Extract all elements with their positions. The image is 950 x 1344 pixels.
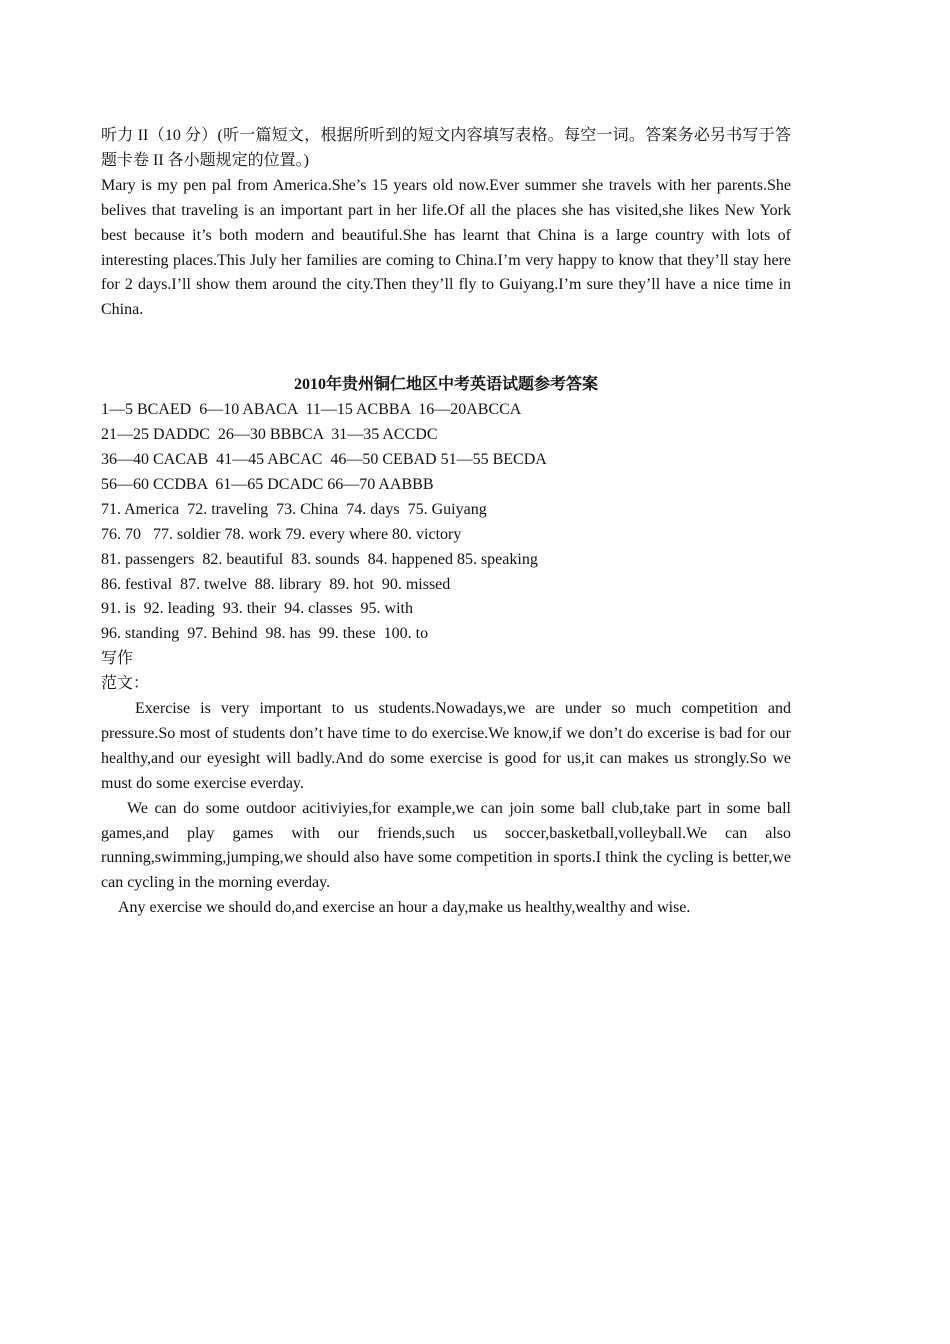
answer-line: 86. festival 87. twelve 88. library 89. hot 90. missed	[101, 575, 451, 593]
answer-key-title: 2010年贵州铜仁地区中考英语试题参考答案	[293, 376, 598, 394]
section-gap	[101, 323, 791, 373]
listening-instruction: 听力 II（10 分）(听一篇短文，根据所听到的短文内容填写表格。每空一词。答案务必另书写于答题卡卷 II 各小题规定的位置。)	[101, 127, 791, 169]
writing-heading: 写作	[101, 650, 134, 668]
answer-line: 76. 70 77. soldier 78. work 79. every where 80. victory	[101, 525, 462, 543]
essay-paragraph: Exercise is very important to us students.Nowadays,we are under so much competition and pressure.So most of students don’t have time to do exercise.We know,if we don’t do excerise is bad for our healthy,and our eyesight will badly.And do some exercise is good for us,it can makes us strongly.So we must do some exercise everday.	[101, 700, 791, 792]
answer-line: 71. America 72. traveling 73. China 74. days 75. Guiyang	[101, 500, 487, 518]
answer-line: 81. passengers 82. beautiful 83. sounds 84. happened 85. speaking	[101, 550, 538, 568]
answer-line: 1—5 BCAED 6—10 ABACA 11—15 ACBBA 16—20ABCCA	[101, 401, 522, 419]
essay-paragraph: Any exercise we should do,and exercise an hour a day,make us healthy,wealthy and wise.	[118, 899, 691, 917]
document-page	[101, 124, 791, 921]
answer-line: 96. standing 97. Behind 98. has 99. these 100. to	[101, 625, 429, 643]
listening-passage: Mary is my pen pal from America.She’s 15 years old now.Ever summer she travels with her parents.She belives that traveling is an important part in her life.Of all the places she has visited,she likes New York best because it’s both modern and beautiful.She has learnt that China is a large country with lots of interesting places.This July her families are coming to China.I’m very happy to know that they’ll stay here for 2 days.I’ll show them around the city.Then they’ll fly to Guiyang.I’m sure they’ll have a nice time in China.	[101, 176, 791, 319]
essay-paragraph: We can do some outdoor acitiviyies,for example,we can join some ball club,take part in some ball games,and play games with our friends,such us soccer,basketball,volleyball.We can also running,swimming,jumping,we should also have some competition in sports.I think the cycling is better,we can cycling in the morning everday.	[101, 799, 791, 892]
sample-essay-label: 范文：	[101, 675, 150, 693]
answer-line: 36—40 CACAB 41—45 ABCAC 46—50 CEBAD 51—55 BECDA	[101, 450, 547, 468]
answer-line: 21—25 DADDC 26—30 BBBCA 31—35 ACCDC	[101, 426, 438, 444]
answer-line: 91. is 92. leading 93. their 94. classes 95. with	[101, 600, 413, 618]
answer-line: 56—60 CCDBA 61—65 DCADC 66—70 AABBB	[101, 475, 434, 493]
